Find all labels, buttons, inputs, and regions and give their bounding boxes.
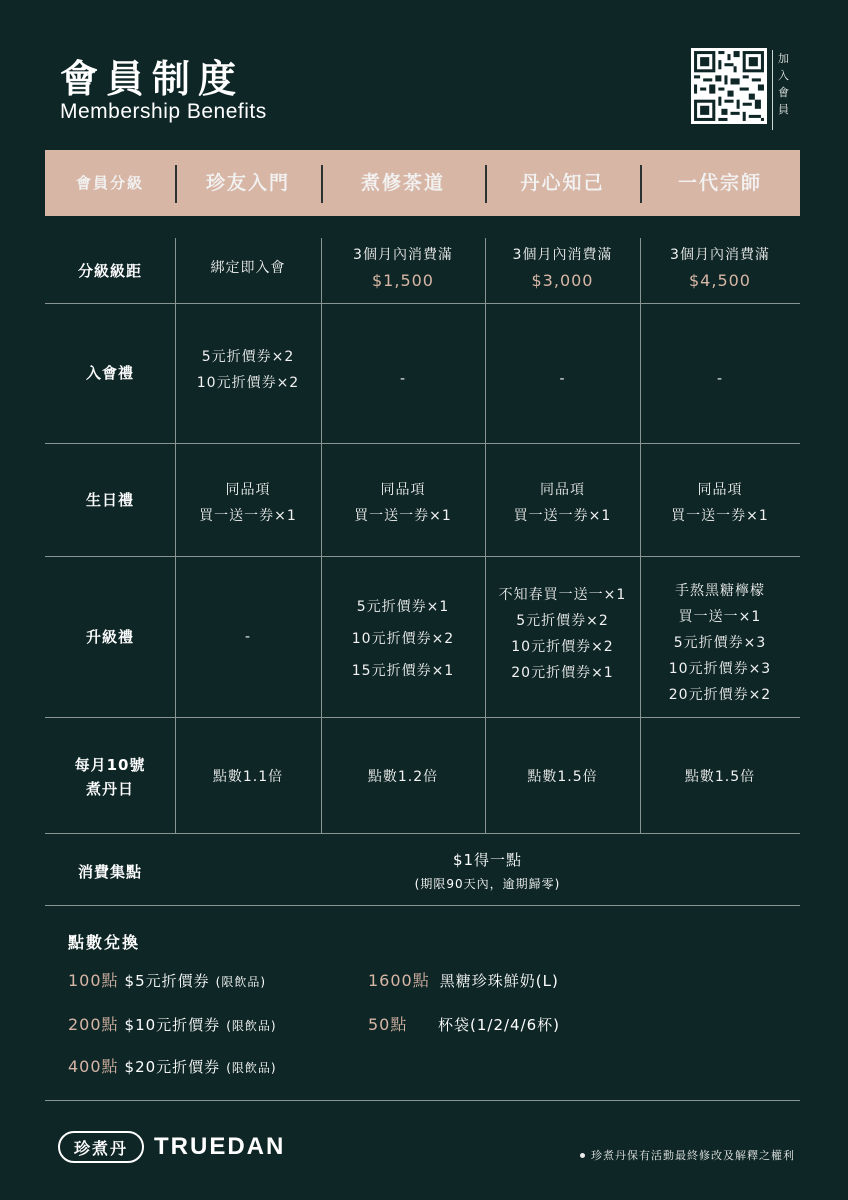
redeem-points: 200點 bbox=[68, 1015, 119, 1034]
level-name: 一代宗師 bbox=[677, 172, 762, 194]
birthday-cell bbox=[175, 443, 321, 563]
welcome-item: 10元折價券×2 bbox=[196, 375, 300, 391]
qr-code-icon bbox=[691, 48, 767, 124]
upgrade-cell bbox=[175, 556, 321, 717]
range-amount: $1,500 bbox=[372, 271, 434, 290]
range-text: 3個月內消費滿 bbox=[670, 247, 770, 263]
redeem-item bbox=[68, 1054, 277, 1077]
header-label: 會員分級 bbox=[75, 174, 144, 192]
redeem-item bbox=[368, 968, 559, 991]
welcome-item: - bbox=[399, 371, 407, 387]
birthday-cell bbox=[640, 443, 800, 563]
brand-wordmark: TRUEDAN bbox=[154, 1133, 286, 1160]
range-cell bbox=[485, 238, 640, 298]
row-label-welcome: 入會禮 bbox=[85, 364, 134, 382]
monthly-cell: 點數1.2倍 bbox=[367, 769, 439, 785]
redeem-points: 50點 bbox=[368, 1015, 408, 1034]
redeem-reward: 杯袋(1/2/4/6杯) bbox=[438, 1016, 561, 1034]
upgrade-item: 5元折價券×2 bbox=[516, 613, 609, 629]
points-expiry: (期限90天內，逾期歸零) bbox=[414, 877, 561, 891]
join-char: 員 bbox=[778, 103, 789, 116]
range-text: 3個月內消費滿 bbox=[512, 247, 613, 263]
range-cell bbox=[640, 238, 800, 298]
upgrade-item: - bbox=[244, 628, 252, 645]
footer-note-text: 珍煮丹保有活動最終修改及解釋之權利 bbox=[591, 1149, 795, 1162]
range-text: 綁定即入會 bbox=[210, 260, 286, 276]
monthly-cell: 點數1.5倍 bbox=[684, 769, 756, 785]
level-header bbox=[45, 150, 800, 216]
welcome-cell bbox=[321, 303, 485, 455]
redeem-item bbox=[368, 1012, 560, 1035]
welcome-item: - bbox=[716, 371, 724, 387]
birthday-item: 買一送一券×1 bbox=[199, 508, 297, 524]
redeem-item bbox=[68, 1012, 277, 1035]
qr-code[interactable] bbox=[691, 48, 767, 124]
redeem-note: (限飲品) bbox=[226, 1019, 277, 1033]
bullet-icon bbox=[580, 1153, 585, 1158]
brand-seal-logo: 珍煮丹 bbox=[58, 1131, 144, 1163]
row-label-monthly bbox=[45, 717, 175, 837]
row-label-birthday: 生日禮 bbox=[85, 490, 134, 509]
row-label-upgrade: 升級禮 bbox=[85, 627, 134, 646]
row-label-monthly-line1: 每月10號 bbox=[74, 756, 146, 774]
birthday-item: 同品項 bbox=[540, 482, 585, 498]
welcome-cell bbox=[175, 303, 321, 437]
upgrade-item: 15元折價券×1 bbox=[351, 662, 455, 679]
upgrade-item: 20元折價券×2 bbox=[668, 687, 772, 703]
join-char: 入 bbox=[778, 69, 789, 82]
redeem-points: 1600點 bbox=[368, 971, 430, 990]
page-title: 會員制度 bbox=[60, 57, 245, 101]
redeem-reward: $10元折價券 bbox=[124, 1016, 221, 1034]
level-name: 珍友入門 bbox=[205, 172, 290, 194]
birthday-cell bbox=[321, 443, 485, 563]
birthday-item: 買一送一券×1 bbox=[671, 508, 769, 524]
range-text: 3個月內消費滿 bbox=[353, 247, 453, 263]
redeem-points: 400點 bbox=[68, 1057, 119, 1076]
level-name: 丹心知己 bbox=[520, 172, 605, 194]
redeem-reward: $20元折價券 bbox=[124, 1058, 221, 1076]
birthday-item: 買一送一券×1 bbox=[513, 508, 612, 524]
redeem-reward: 黑糖珍珠鮮奶(L) bbox=[439, 972, 559, 990]
page-subtitle: Membership Benefits bbox=[60, 100, 267, 123]
upgrade-cell bbox=[485, 582, 640, 690]
range-amount: $3,000 bbox=[531, 271, 594, 290]
join-char: 加 bbox=[778, 52, 789, 65]
upgrade-item: 不知春買一送一×1 bbox=[498, 587, 627, 603]
redeem-note: (限飲品) bbox=[226, 1061, 277, 1075]
upgrade-item: 買一送一×1 bbox=[678, 609, 762, 625]
upgrade-item: 手熬黑糖檸檬 bbox=[675, 583, 765, 599]
upgrade-item: 20元折價券×1 bbox=[511, 665, 614, 681]
upgrade-item: 10元折價券×2 bbox=[351, 630, 455, 647]
row-label-monthly-line2: 煮丹日 bbox=[85, 780, 134, 798]
footer-note bbox=[580, 1147, 795, 1163]
upgrade-item: 10元折價券×2 bbox=[511, 639, 614, 655]
birthday-item: 同品項 bbox=[225, 482, 271, 498]
upgrade-item: 5元折價券×1 bbox=[356, 598, 450, 615]
redeem-item bbox=[68, 968, 266, 991]
redeem-note: (限飲品) bbox=[215, 975, 267, 989]
range-amount: $4,500 bbox=[689, 271, 751, 290]
birthday-item: 買一送一券×1 bbox=[354, 508, 452, 524]
birthday-item: 同品項 bbox=[380, 482, 426, 498]
range-cell bbox=[175, 238, 321, 298]
row-label-range: 分級級距 bbox=[77, 261, 142, 280]
points-rate: $1得一點 bbox=[452, 851, 523, 869]
level-name: 煮修茶道 bbox=[360, 172, 445, 194]
birthday-item: 同品項 bbox=[697, 482, 743, 498]
welcome-item: - bbox=[559, 371, 566, 387]
upgrade-item: 5元折價券×3 bbox=[673, 635, 767, 651]
join-member-label[interactable] bbox=[772, 50, 794, 130]
row-label-points: 消費集點 bbox=[77, 863, 142, 881]
upgrade-cell bbox=[640, 578, 800, 708]
upgrade-item: 10元折價券×3 bbox=[668, 661, 772, 677]
monthly-cell: 點數1.5倍 bbox=[527, 769, 598, 785]
birthday-cell bbox=[485, 443, 640, 563]
welcome-cell bbox=[485, 303, 640, 455]
range-cell bbox=[321, 238, 485, 298]
footer-divider bbox=[45, 1100, 800, 1101]
upgrade-cell bbox=[321, 556, 485, 721]
points-rule bbox=[175, 848, 800, 894]
monthly-cell: 點數1.1倍 bbox=[212, 769, 284, 785]
join-char: 會 bbox=[778, 86, 789, 99]
redeem-reward: $5元折價券 bbox=[124, 972, 210, 990]
redeem-points: 100點 bbox=[68, 971, 119, 990]
welcome-item: 5元折價券×2 bbox=[201, 349, 295, 365]
redeem-title: 點數兌換 bbox=[68, 933, 141, 952]
welcome-cell bbox=[640, 303, 800, 455]
